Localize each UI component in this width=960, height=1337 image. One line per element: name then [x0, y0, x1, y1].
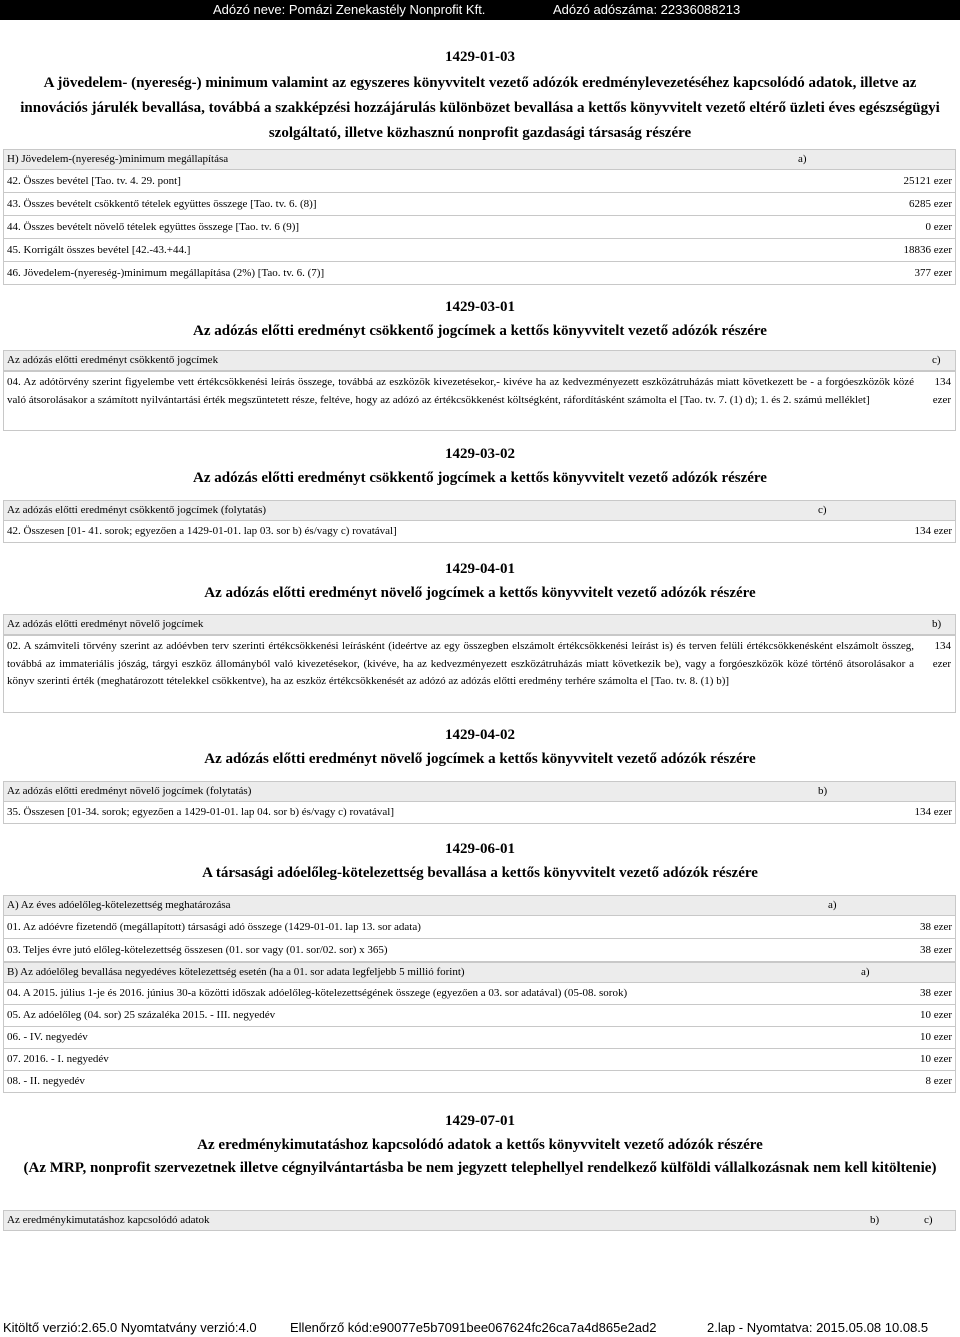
section-header-row	[3, 1210, 956, 1231]
row-value: 10 ezer	[919, 1009, 952, 1021]
section-code-0301: 1429-03-01	[445, 299, 515, 315]
section-header-row	[3, 781, 956, 802]
footer-check-code: Ellenőrző kód:e90077e5b7091bee067624fc26ca7a4d865e2ad2	[290, 1320, 657, 1335]
section-header-row-a	[3, 895, 956, 916]
row-label: 08. - II. negyedév	[7, 1075, 85, 1087]
row-label: 35. Összesen [01-34. sorok; egyezően a 1429-01-01. lap 04. sor b) és/vagy c) rovatával]	[7, 806, 395, 818]
row-value: 10 ezer	[919, 1053, 952, 1065]
section-header-row	[3, 614, 956, 635]
section-title-0701: Az eredménykimutatáshoz kapcsolódó adatok a kettős könyvvitelt vezető adózók részére	[197, 1137, 763, 1153]
section-subtitle-0701: (Az MRP, nonprofit szervezetnek illetve cégnyilvántartásba be nem jegyzett telephellyel rendelkező külföldi vállalkozásnak nem kell kitöltenie)	[23, 1160, 937, 1176]
data-row	[3, 1071, 956, 1093]
data-row-block	[3, 635, 956, 713]
row-value: 18836 ezer	[903, 244, 952, 256]
row-label: 46. Jövedelem-(nyereség-)minimum megállapítása (2%) [Tao. tv. 6. (7)]	[7, 267, 325, 279]
header-column: a)	[828, 899, 837, 911]
data-row	[3, 1027, 956, 1049]
row-label: 45. Korrigált összes bevétel [42.-43.+44.]	[7, 244, 191, 256]
section-title-0301: Az adózás előtti eredményt csökkentő jogcímek a kettős könyvvitelt vezető adózók részére	[193, 323, 767, 339]
data-row	[3, 521, 956, 543]
header-column: a)	[798, 153, 807, 165]
header-column-c: c)	[924, 1214, 933, 1226]
section-code-0401: 1429-04-01	[445, 561, 515, 577]
section-header-row	[3, 500, 956, 521]
section-code-0103: 1429-01-03	[445, 49, 515, 65]
row-text: 04. Az adótörvény szerint figyelembe vett értékcsökkenési leírás összege, továbbá az eszközök kivezetésekor,- kivéve ha az kedvezményezett eszközátruházás miatt következett be - a forgóeszközök közé való átsorolásakor a számított nyilvántartási érték megszüntetett része, feltéve, hogy az adózó az értékcsökkenést költségként, ráfordításként számolta el [Tao. tv. 7. (1) d); 1. és 2. számú melléklet]	[7, 376, 914, 406]
section-code-0701: 1429-07-01	[445, 1113, 515, 1129]
row-label: 01. Az adóévre fizetendő (megállapított) társasági adó összege (1429-01-01. lap 13. sor adata)	[7, 921, 421, 933]
row-value: 0 ezer	[925, 221, 952, 233]
taxpayer-name: Adózó neve: Pomázi Zenekastély Nonprofit Kft.	[213, 2, 486, 17]
row-value: 38 ezer	[919, 944, 952, 956]
taxpayer-id: Adózó adószáma: 22336088213	[553, 2, 741, 17]
row-value-unit: ezer	[932, 657, 951, 670]
header-column: b)	[932, 618, 942, 630]
data-row-block	[3, 371, 956, 431]
data-row	[3, 170, 956, 193]
header-label: B) Az adóelőleg bevallása negyedéves kötelezettség esetén (ha a 01. sor adata legfeljebb 5 millió forint)	[7, 966, 465, 978]
footer-page-info: 2.lap - Nyomtatva: 2015.05.08 10.08.5	[707, 1320, 929, 1335]
row-label: 43. Összes bevételt csökkentő tételek együttes összege [Tao. tv. 6. (8)]	[7, 198, 317, 210]
row-label: 05. Az adóelőleg (04. sor) 25 százaléka 2015. - III. negyedév	[7, 1009, 276, 1021]
row-value: 25121 ezer	[903, 175, 952, 187]
footer-version: Kitöltő verzió:2.65.0 Nyomtatvány verzió:4.0	[3, 1320, 257, 1335]
row-value: 377 ezer	[914, 267, 952, 279]
section-title-0103: A jövedelem- (nyereség-) minimum valamint az egyszeres könyvvitelt vezető adózók eredménylevezetéséhez kapcsolódó adatok, illetve az innovációs járulék bevallása, továbbá a szakképzési hozzájárulás különbözet bevallása a kettős könyvvitelt vezető eltérő üzleti éves egészségügyi szolgáltató, illetve közhasznú nonprofit gazdasági társaság részére	[20, 75, 940, 141]
print-footer	[0, 1318, 960, 1337]
data-row	[3, 193, 956, 216]
section-header-row	[3, 350, 956, 371]
section-code-0601: 1429-06-01	[445, 841, 515, 857]
section-title-0601: A társasági adóelőleg-kötelezettség bevallása a kettős könyvvitelt vezető adózók részére	[202, 865, 758, 881]
data-row	[3, 239, 956, 262]
header-column-b: b)	[870, 1214, 880, 1226]
row-value: 134 ezer	[914, 525, 952, 537]
header-label: Az adózás előtti eredményt növelő jogcímek (folytatás)	[7, 785, 252, 797]
header-label: Az adózás előtti eredményt csökkentő jogcímek (folytatás)	[7, 504, 267, 516]
section-header-row-b	[3, 962, 956, 983]
header-label: Az adózás előtti eredményt csökkentő jogcímek	[7, 354, 219, 366]
row-value-number: 134	[934, 640, 951, 652]
header-column: b)	[818, 785, 828, 797]
row-value: 6285 ezer	[908, 198, 952, 210]
row-label: 42. Összesen [01- 41. sorok; egyezően a 1429-01-01. lap 03. sor b) és/vagy c) rovatával]	[7, 525, 397, 537]
row-label: 06. - IV. negyedév	[7, 1031, 88, 1043]
row-value-number: 134	[934, 376, 951, 388]
row-label: 03. Teljes évre jutó előleg-kötelezettség összesen (01. sor vagy (01. sor/02. sor) x 365)	[7, 944, 388, 956]
data-row	[3, 262, 956, 285]
data-row	[3, 916, 956, 939]
row-value: 38 ezer	[919, 921, 952, 933]
taxpayer-header-bar	[0, 0, 960, 20]
data-row	[3, 939, 956, 962]
row-text: 02. A számviteli törvény szerint az adóévben terv szerinti értékcsökkenési leírásként (ideértve az egy összegben elszámolt értékcsökkenési leírást is) és terven felüli értékcsökkenésként elszámolt összeg, továbbá az immateriális jószág, tárgyi eszköz állományból való kivezetésekor, (kivéve, ha az kedvezményezett eszközátruházás miatt következik be), vagy a forgóeszközök közé történő átsorolásakor a könyv szerinti érték (meghatározott tételekkel csökkentve), ha az eszköz értékcsökkenését az adózó az adózás előtti eredmény terhére számolta el [Tao. tv. 8. (1) b)]	[7, 640, 914, 687]
section-code-0302: 1429-03-02	[445, 446, 515, 462]
row-value: 38 ezer	[919, 987, 952, 999]
header-label: A) Az éves adóelőleg-kötelezettség meghatározása	[7, 899, 231, 911]
section-title-0302: Az adózás előtti eredményt csökkentő jogcímek a kettős könyvvitelt vezető adózók részére	[193, 470, 767, 486]
section-code-0402: 1429-04-02	[445, 727, 515, 743]
data-row	[3, 1049, 956, 1071]
header-column: a)	[861, 966, 870, 978]
row-value: 10 ezer	[919, 1031, 952, 1043]
header-label: H) Jövedelem-(nyereség-)minimum megállapítása	[7, 153, 229, 165]
row-value-unit: ezer	[932, 393, 951, 406]
data-row	[3, 802, 956, 824]
data-row	[3, 216, 956, 239]
row-label: 42. Összes bevétel [Tao. tv. 4. 29. pont]	[7, 175, 181, 187]
section-header-row	[3, 149, 956, 170]
header-label: Az eredménykimutatáshoz kapcsolódó adatok	[7, 1214, 210, 1226]
data-row	[3, 1005, 956, 1027]
section-title-0402: Az adózás előtti eredményt növelő jogcímek a kettős könyvvitelt vezető adózók részére	[204, 751, 756, 767]
data-row	[3, 983, 956, 1005]
row-value: 134 ezer	[914, 806, 952, 818]
row-label: 07. 2016. - I. negyedév	[7, 1053, 109, 1065]
header-column: c)	[932, 354, 941, 366]
header-label: Az adózás előtti eredményt növelő jogcímek	[7, 618, 204, 630]
row-label: 04. A 2015. július 1-je és 2016. június 30-a közötti időszak adóelőleg-kötelezettségének összege (egyezően a 03. sor adatával) (05-08. sorok)	[7, 987, 628, 999]
header-column: c)	[818, 504, 827, 516]
row-value: 8 ezer	[925, 1075, 952, 1087]
section-title-0401: Az adózás előtti eredményt növelő jogcímek a kettős könyvvitelt vezető adózók részére	[204, 585, 756, 601]
row-label: 44. Összes bevételt növelő tételek együttes összege [Tao. tv. 6 (9)]	[7, 221, 300, 233]
